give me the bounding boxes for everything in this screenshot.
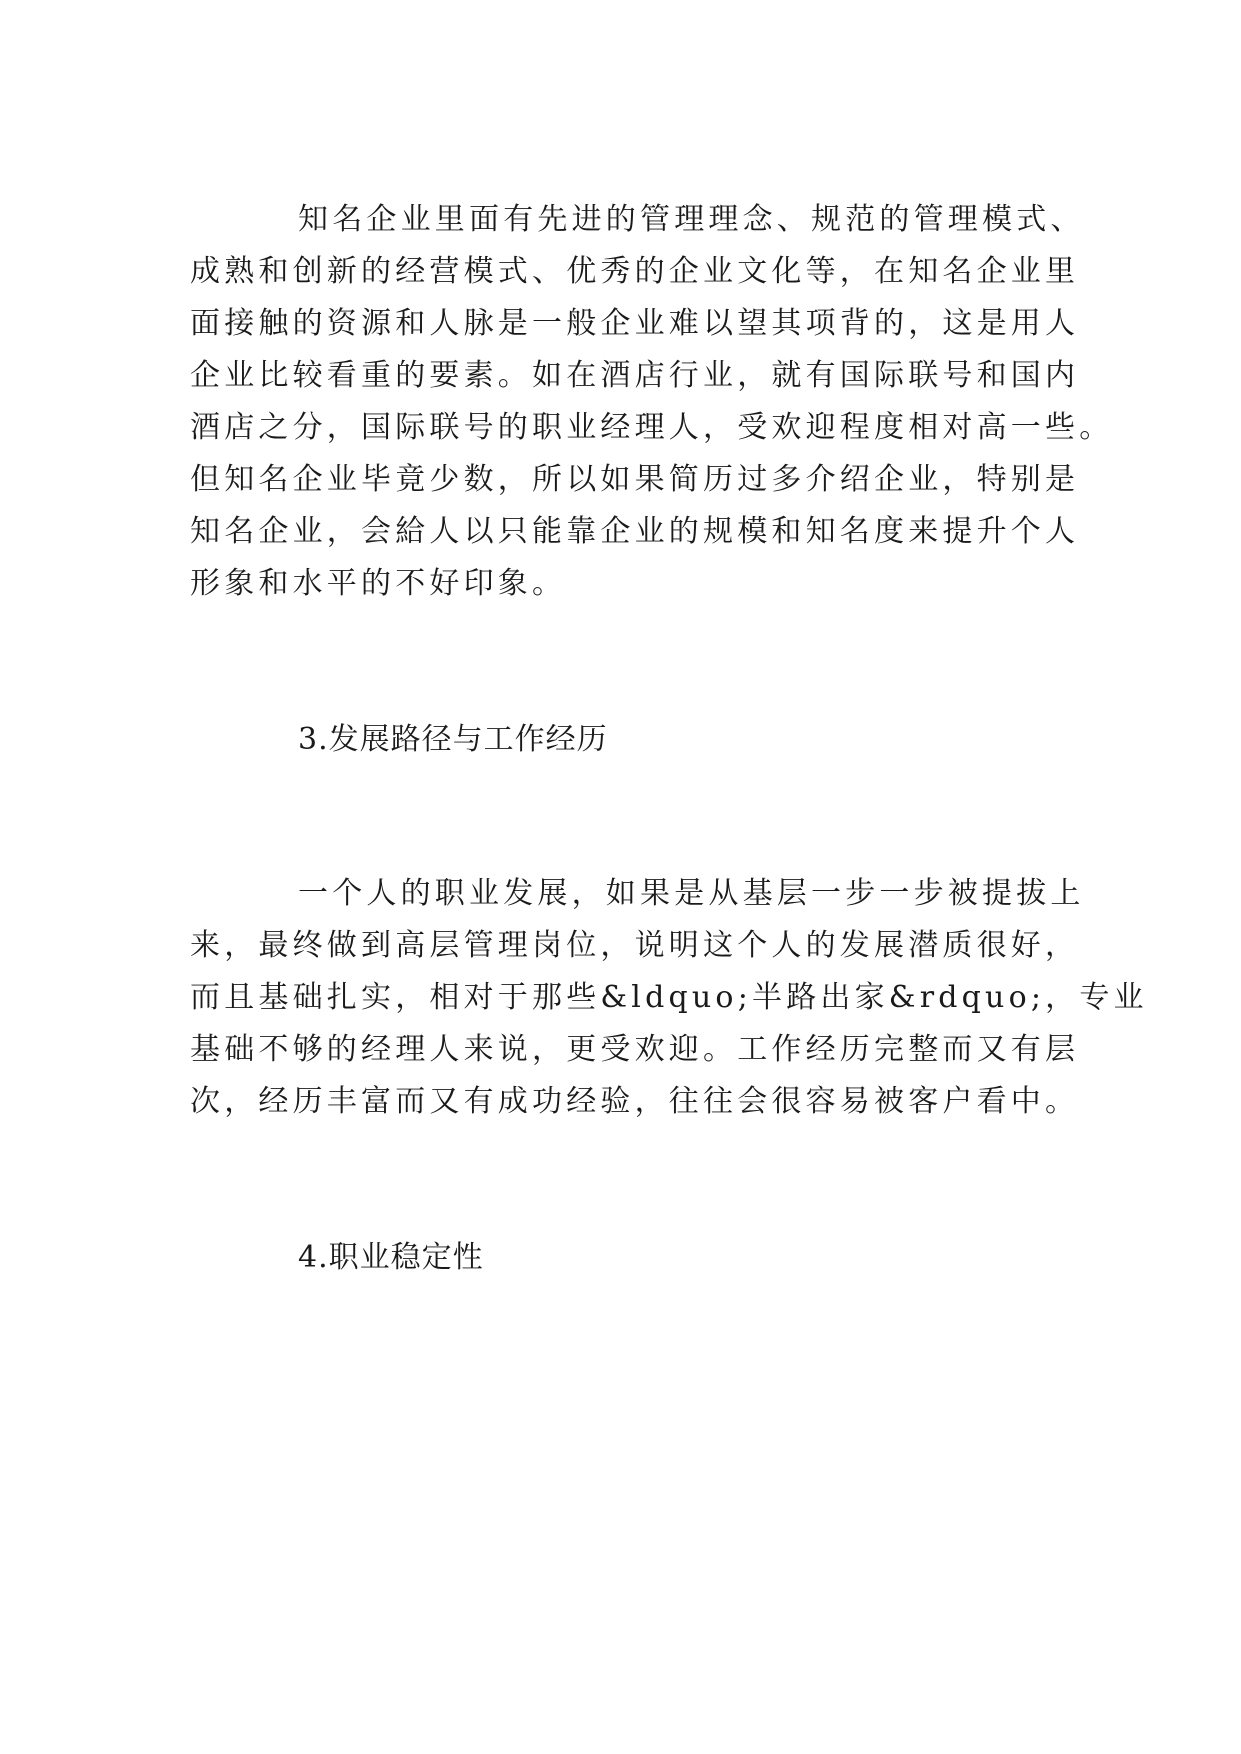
paragraph-line: 一个人的职业发展，如果是从基层一步一步被提拔上 [298,876,1085,911]
section-heading-career-stability: 4.职业稳定性 [298,1240,484,1275]
paragraph-line: 但知名企业毕竟少数，所以如果简历过多介绍企业，特别是 [190,462,1080,497]
paragraph-line: 基础不够的经理人来说，更受欢迎。工作经历完整而又有层 [190,1032,1080,1067]
paragraph-line: 成熟和创新的经营模式、优秀的企业文化等，在知名企业里 [190,254,1080,289]
paragraph-line: 来，最终做到高层管理岗位，说明这个人的发展潜质很好， [190,928,1080,963]
paragraph-line: 酒店之分，国际联号的职业经理人，受欢迎程度相对高一些。 [190,410,1114,445]
paragraph-line: 知名企业里面有先进的管理理念、规范的管理模式、 [298,202,1085,237]
paragraph-line: 而且基础扎实，相对于那些&ldquo;半路出家&rdquo;，专业 [190,980,1148,1015]
paragraph-line: 形象和水平的不好印象。 [190,566,567,601]
paragraph-line: 次，经历丰富而又有成功经验，往往会很容易被客户看中。 [190,1084,1080,1119]
section-heading-development-path: 3.发展路径与工作经历 [298,722,608,757]
paragraph-line: 面接触的资源和人脉是一般企业难以望其项背的，这是用人 [190,306,1080,341]
paragraph-line: 企业比较看重的要素。如在酒店行业，就有国际联号和国内 [190,358,1080,393]
paragraph-line: 知名企业，会給人以只能靠企业的规模和知名度来提升个人 [190,514,1080,549]
